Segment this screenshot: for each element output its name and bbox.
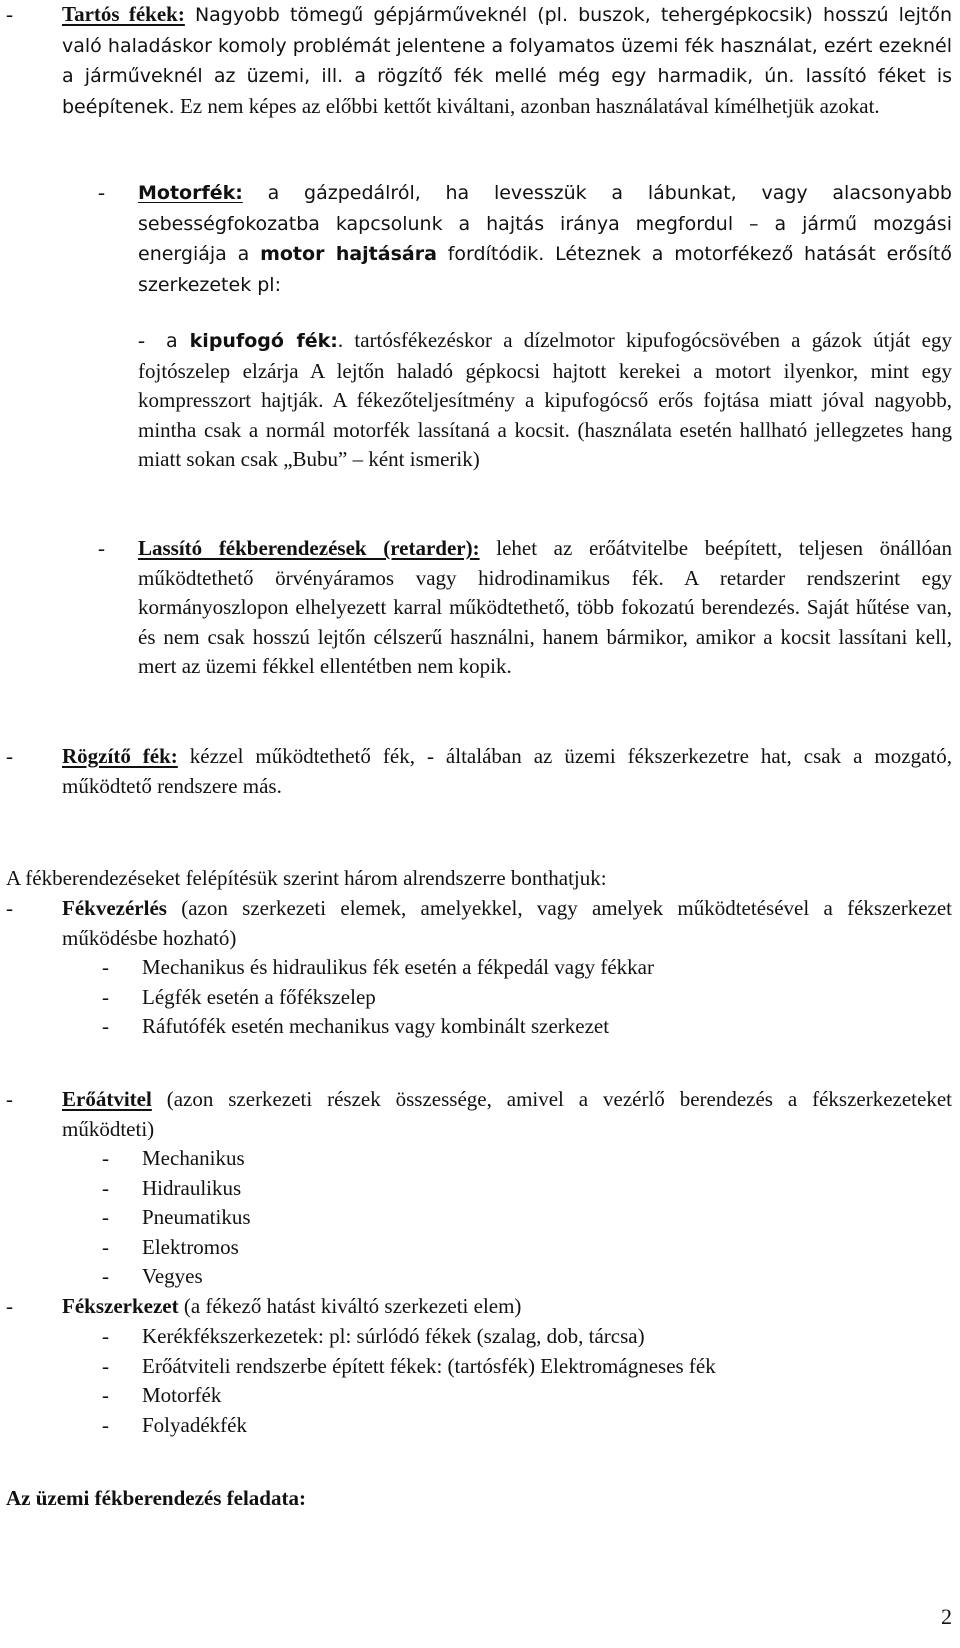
list-item-text: Hidraulikus: [142, 1175, 242, 1200]
list-item: [102, 1411, 716, 1441]
list-item: [102, 1262, 251, 1292]
list-item-text: Mechanikus: [142, 1146, 245, 1170]
list-item-text: Mechanikus és hidraulikus fék esetén a fékpedál vagy fékkar: [142, 955, 654, 979]
list-item-text: Elektromos: [142, 1234, 239, 1259]
bullet-dash: -: [102, 1324, 109, 1348]
bullet-dash: -: [102, 955, 109, 979]
bullet-dash: -: [102, 1205, 109, 1229]
eroatvitel-title: Erőátvitel: [62, 1087, 152, 1111]
list-item-text: Vegyes: [142, 1264, 203, 1288]
tartos-fekek-text-a: Nagyobb tömegű gépjárműveknél (pl. buszok, tehergépkocsik) hosszú lejtőn való haladáskor komoly problémát jelentene a folyamatos üzemi fék használat, ezért ezeknél a járműveknél az üzemi, ill. a rögzítő fék mellé még egy harmadik, ún. lassító féket is beépítenek.: [62, 4, 952, 118]
list-item: [102, 1012, 654, 1042]
rogzito-title: Rögzítő fék:: [62, 744, 178, 768]
fekszerkezet-text: (a fékező hatást kiváltó szerkezeti elem): [178, 1294, 522, 1318]
bullet-dash: -: [6, 896, 13, 920]
kipufogo-fek-text: . tartósfékezéskor a dízelmotor kipufogócsövében a gázok útját egy fojtószelep elzárja A lejtőn haladó gépkocsi hajtott kerekei a motort ilyenkor, mint egy kompresszort hajtják. A fékezőteljesítmény a kipufogócső erős fojtása miatt jóval nagyobb, mintha csak a normál motorfék lassítaná a kocsit. (használata esetén hallható jellegzetes hang miatt sokan csak „Bubu” – ként ismerik): [138, 328, 952, 471]
list-item-text: Pneumatikus: [142, 1205, 251, 1229]
lassito-title: Lassító fékberendezések (retarder):: [138, 536, 480, 560]
bullet-dash: -: [102, 1234, 109, 1259]
eroatvitel-text: (azon szerkezeti részek összessége, amivel a vezérlő berendezés a fékszerkezeteket működteti): [62, 1087, 952, 1141]
tartos-fekek-paragraph: [62, 0, 952, 122]
list-item-text: Kerékfékszerkezetek: pl: súrlódó fékek (szalag, dob, tárcsa): [142, 1324, 645, 1348]
lassito-text: lehet az erőátvitelbe beépített, teljesen önállóan működtethető örvényáramos vagy hidrodinamikus fék. A retarder rendszerint egy kormányoszlopon elhelyezett karral működtethető, több fokozatú berendezés. Saját hűtése van, és nem csak hosszú lejtőn célszerű használni, hanem bármikor, amikor a kocsit lassítani kell, mert az üzemi fékkel ellentétben nem kopik.: [138, 536, 952, 678]
feladat-heading: Az üzemi fékberendezés feladata:: [6, 1486, 306, 1510]
bullet-dash: -: [102, 984, 109, 1009]
kipufogo-fek-title: kipufogó fék:: [189, 330, 338, 352]
motorfek-bold: motor hajtására: [260, 243, 437, 265]
fekszerkezet-title: Fékszerkezet: [62, 1294, 179, 1318]
fekszerkezet-paragraph: [62, 1292, 952, 1322]
list-item-text: Légfék esetén a főfékszelep: [142, 984, 376, 1009]
list-item: [102, 1203, 251, 1233]
list-item: [102, 1233, 251, 1263]
fekszerkezet-list: [102, 1322, 716, 1440]
bullet-dash: -: [102, 1264, 109, 1288]
motorfek-title: Motorfék:: [138, 182, 243, 204]
bullet-dash: -: [6, 2, 13, 26]
intro-line: A fékberendezéseket felépítésük szerint három alrendszerre bonthatjuk:: [6, 866, 607, 890]
eroatvitel-paragraph: [62, 1085, 952, 1144]
list-item: [102, 953, 654, 983]
list-item-text: Folyadékfék: [142, 1412, 247, 1437]
fekvezerles-paragraph: [62, 894, 952, 953]
fekvezerles-text: (azon szerkezeti elemek, amelyekkel, vagy amelyek működtetésével a fékszerkezet működésbe hozható): [62, 896, 952, 950]
fekvezerles-list: [102, 953, 654, 1042]
lassito-paragraph: [138, 534, 952, 682]
bullet-dash: -: [102, 1146, 109, 1170]
list-item-text: Ráfutófék esetén mechanikus vagy kombinált szerkezet: [142, 1014, 610, 1038]
fekvezerles-title: Fékvezérlés: [62, 896, 167, 920]
list-item: [102, 1381, 716, 1411]
rogzito-text: kézzel működtethető fék, - általában az üzemi fékszerkezetre hat, csak a mozgató, működtető rendszere más.: [62, 744, 952, 798]
list-item: [102, 1174, 251, 1204]
page-number: 2: [941, 1604, 952, 1629]
bullet-dash: -: [102, 1175, 109, 1200]
tartos-fekek-text-b: Ez nem képes az előbbi kettőt kiváltani, azonban használatával kímélhetjük azokat.: [174, 93, 880, 118]
rogzito-paragraph: [62, 742, 952, 801]
bullet-dash: -: [138, 328, 145, 352]
list-item: [102, 1352, 716, 1382]
list-item: [102, 1144, 251, 1174]
bullet-dash: -: [6, 1087, 13, 1111]
bullet-dash: -: [102, 1412, 109, 1437]
list-item: [102, 983, 654, 1013]
list-item: [102, 1322, 716, 1352]
list-item-text: Motorfék: [142, 1383, 222, 1407]
eroatvitel-list: [102, 1144, 251, 1292]
list-item-text: Erőátviteli rendszerbe épített fékek: (tartósfék) Elektromágneses fék: [142, 1353, 716, 1378]
tartos-fekek-title: Tartós fékek:: [62, 2, 185, 26]
bullet-dash: -: [6, 744, 13, 768]
motorfek-text-a: a gázpedálról, ha levesszük a lábunkat, vagy alacsonyabb sebességfokozatba kapcsolunk a hajtás iránya megfordul – a jármű mozgási energiája a: [138, 182, 952, 265]
motorfek-text-b: fordítódik. Léteznek a motorfékező hatását erősítő szerkezetek pl:: [138, 243, 952, 296]
bullet-dash: -: [102, 1014, 109, 1038]
bullet-dash: -: [102, 1353, 109, 1378]
kipufogo-prefix: a: [166, 330, 190, 352]
motorfek-paragraph: [138, 178, 952, 300]
bullet-dash: -: [6, 1294, 13, 1318]
bullet-dash: -: [98, 180, 105, 204]
bullet-dash: -: [102, 1383, 109, 1407]
bullet-dash: -: [98, 536, 105, 560]
kipufogo-fek-paragraph: [138, 326, 952, 475]
